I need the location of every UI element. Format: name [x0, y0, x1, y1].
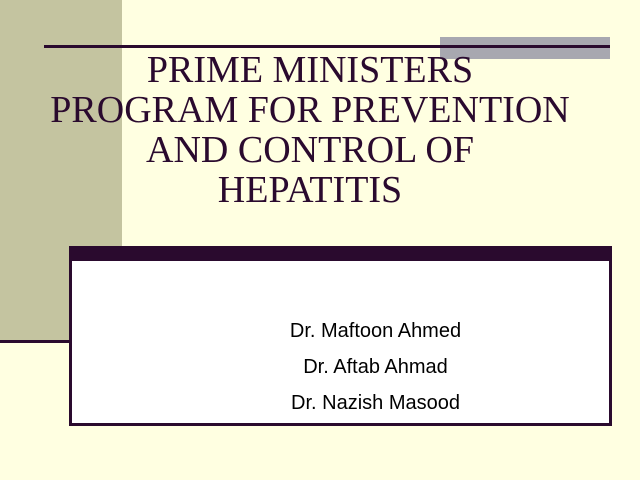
left-accent-rule: [0, 340, 72, 343]
title-line: HEPATITIS: [217, 169, 403, 211]
author-name: Dr. Maftoon Ahmed: [289, 320, 462, 342]
title-line: PRIME MINISTERS: [146, 49, 474, 91]
author-name: Dr. Aftab Ahmad: [303, 356, 448, 378]
slide-title: [0, 50, 620, 210]
title-line: AND CONTROL OF: [146, 129, 474, 171]
gray-bar-rule: [440, 45, 610, 48]
title-line: PROGRAM FOR PREVENTION: [50, 89, 570, 131]
author-list: [72, 313, 609, 421]
subtitle-box: [69, 246, 612, 426]
author-name: Dr. Nazish Masood: [291, 392, 460, 414]
